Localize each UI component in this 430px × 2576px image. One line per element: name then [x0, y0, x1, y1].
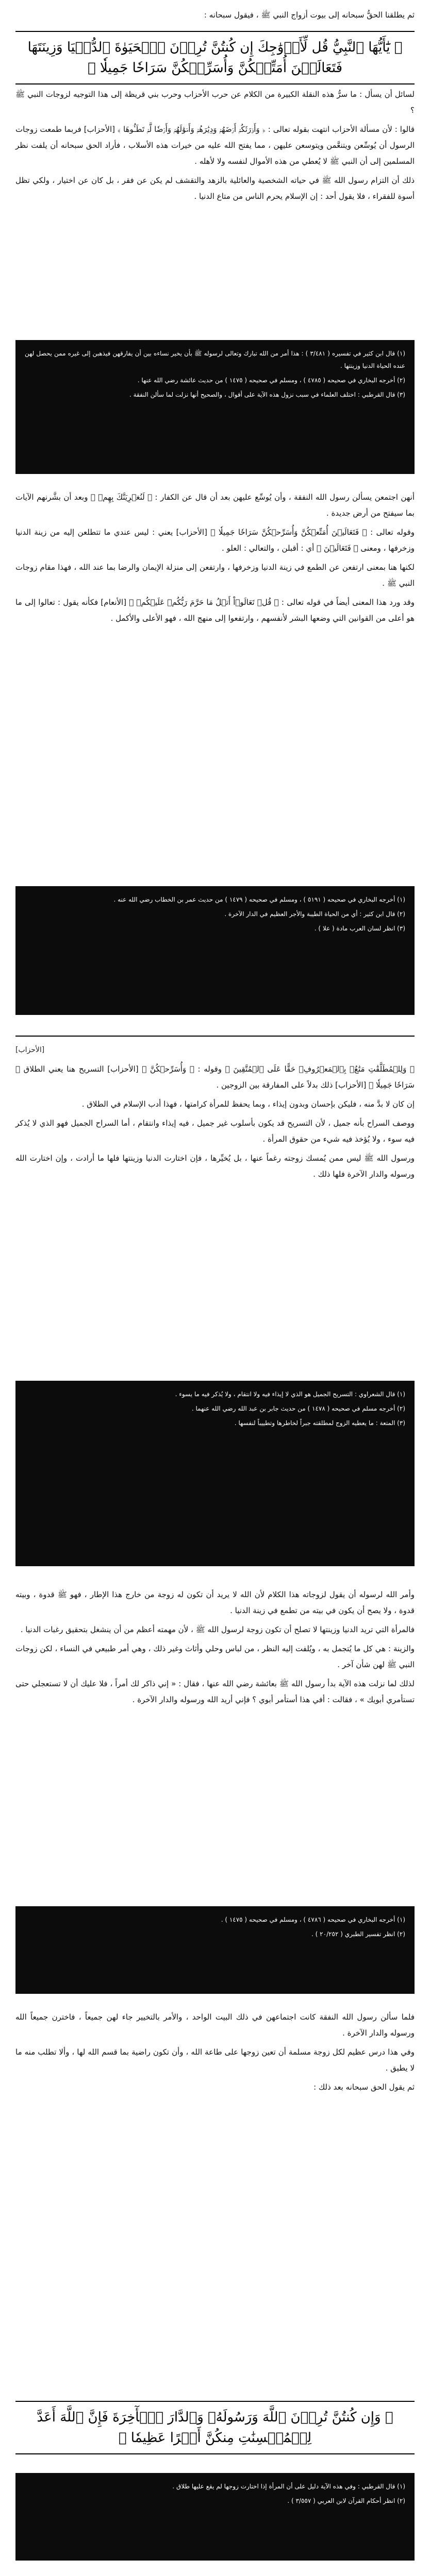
section-2 [15, 489, 415, 630]
paragraph: ثم يطلقنا الحقُّ سبحانه إلى بيوت أزواج النبي ﷺ ، فيقول سبحانه : [204, 10, 415, 20]
paragraph: وفي هذا درس عظيم لكل زوجة مسلمة أن تعين زوجها على طاعة الله ، وأن تكون راضية بما قسم الله لها ، وألا تطلب منه ما لا يطيق . [15, 2047, 415, 2073]
footnote: (٢) قال ابن كثير : أي من الحياة الطيبة والأجر العظيم في الدار الآخرة . [224, 910, 405, 918]
footnotes-2 [15, 886, 415, 1015]
paragraph: لسائل أن يسأل : ما سرُّ هذه النقلة الكبيرة من الكلام عن حرب الأحزاب وحرب بني قريظة إلى هذا التوجيه لزوجات النبي ﷺ ؟ [15, 90, 415, 115]
paragraph: وقوله تعالى : ﴿ فَتَعَالَيۡنَ أُمَتِّعۡكُنَّ وَأُسَرِّحۡكُنَّ سَرَاحٗا جَمِيلٗا ﴾ [الأحزاب] يعني : ليس عندي ما تتطلعن إليه من زينة الدنيا وزخرفها ، ومعنى ﴿ فَتَعَالَيۡنَ ﴾ أي : أقبلن ، والتعالي : العلو . [15, 528, 415, 553]
footnotes-5 [15, 2473, 415, 2561]
paragraph: لكنها هنا بمعنى ارتفعن عن الطمع في زينة الدنيا وزخرفها ، وارتفعن إلى منزلة الإيمان والرضا بما عند الله ، فهذا مقام زوجات النبي ﷺ . [15, 563, 415, 588]
paragraph: قالوا : لأن مسألة الأحزاب انتهت بقوله تعالى : ﴿ وَأَوۡرَثَكُمۡ أَرۡضَهُمۡ وَدِيَٰرَهُمۡ وَأَمۡوَٰلَهُمۡ وَأَرۡضٗا لَّمۡ تَطَـُٔوهَا ﴾ [الأحزاب] فربما طمعت زوجات الرسول أن يُوسِّعن ويتنعَّمن ويتوسعن عليهن ، مما يفتح الله عليه من خيرات هذه الأسلاب ، فأراد الحق سبحانه أن يلفت نظر المسلمين إلى أن النبي ﷺ لا يُعطي من هذه الأموال لنفسه ولا لأهله . [15, 125, 415, 166]
verse-text: ﴿ وَإِن كُنتُنَّ تُرِدۡنَ ٱللَّهَ وَرَسُولَهُۥ وَٱلدَّارَ ٱلۡأٓخِرَةَ فَإِنَّ ٱللَّهَ أَعَدَّ لِلۡمُحۡسِنَٰتِ مِنكُنَّ أَجۡرًا عَظِيمٗا ﴾ [37, 2410, 393, 2446]
verse-title [15, 31, 415, 84]
footnote: (١) قال ابن كثير في تفسيره ( ٣/٤٨١ ) : هذا أمر من الله تبارك وتعالى لرسوله ﷺ بأن يخير نساءه بين أن يفارقهن فيذهبن إلى غيره ممن يحصل لهن عنده الحياة الدنيا وزينتها . [25, 350, 405, 369]
section-5 [15, 2009, 415, 2098]
footnote: (١) قال القرطبي : وفي هذه الآية دليل على أن المرأة إذا اختارت زوجها لم يقع عليها طلاق . [172, 2483, 405, 2490]
paragraph: فالمرأة التي تريد الدنيا وزينتها لا تصلح أن تكون زوجة لرسول الله ﷺ ، لأن مهمته أعظم من أن ينشغل بتحقيق رغبات الدنيا . [20, 1625, 415, 1634]
footnote: (٢) أخرجه مسلم في صحيحه ( ١٤٧٨ ) من حديث جابر بن عبد الله رضي الله عنهما . [191, 1405, 405, 1412]
footnote: (١) أخرجه البخاري في صحيحه ( ٥١٩١ ) ، ومسلم في صحيحه ( ١٤٧٩ ) من حديث عمر بن الخطاب رضي الله عنه . [113, 896, 405, 903]
section-divider [15, 1036, 415, 1037]
paragraph: فلما سألن رسول الله النفقة كانت اجتماعهن في ذلك البيت الواحد ، والأمر بالتخيير جاء لهن جميعاً ، فاخترن جميعاً الله ورسوله والدار الآخرة . [15, 2012, 415, 2038]
footnote: (٣) انظر لسان العرب مادة ( علا ) . [314, 925, 405, 932]
verse-text: ﴿ يَٰٓأَيُّهَا ٱلنَّبِيُّ قُل لِّأَزۡوَٰجِكَ إِن كُنتُنَّ تُرِدۡنَ ٱلۡحَيَوٰةَ ٱلدُّنۡيَا وَزِينَتَهَا فَتَعَالَيۡنَ أُمَتِّعۡكُنَّ وَأُسَرِّحۡكُنَّ سَرَاحٗا جَمِيلٗا ﴾ [27, 40, 403, 76]
verse-title-2 [15, 2401, 415, 2454]
paragraph: والزينة : هي كل ما يُتجمل به ، ويُلفت إليه النظر ، من لباس وحلي وأثاث وغير ذلك ، وهي أمر طبيعي في النساء ، لكن زوجات النبي ﷺ لهن شأن آخر . [15, 1644, 415, 1669]
paragraph: ﴿ وَلِلۡمُطَلَّقَٰتِ مَتَٰعُۢ بِٱلۡمَعۡرُوفِۖ حَقًّا عَلَى ٱلۡمُتَّقِينَ ﴾ وقوله : ﴿ وَأُسَرِّحۡكُنَّ ﴾ [الأحزاب] التسريح هنا يعني الطلاق ﴿ سَرَاحٗا جَمِيلٗا ﴾ [الأحزاب] ذلك بدلاً على المفارقة بين الزوجين . [15, 1064, 415, 1090]
paragraph: ذلك أن التزام رسول الله ﷺ في حياته الشخصية والعائلية بالزهد والتقشف لم يكن عن فقر ، بل كان عن اختيار ، ولكي تظل أسوة للفقراء ، فلا يقول أحد : إن الإسلام يحرم الناس من متاع الدنيا . [15, 176, 415, 201]
section-1 [15, 87, 415, 208]
footnote: (٣) المتعة : ما يعطيه الزوج لمطلقته جبراً لخاطرها وتطييباً لنفسها . [234, 1419, 405, 1427]
paragraph: ورسول الله ﷺ ليس ممن يُمسك زوجته رغماً عنها ، بل يُخيِّرها ، فإن اختارت الدنيا وزينتها فلها ما أرادت ، وإن اختارت الله ورسوله والدار الآخرة فلها ذلك . [15, 1154, 415, 1179]
footnote: (٢) انظر أحكام القرآن لابن العربي ( ٣/٥٥٧ ) . [287, 2497, 405, 2504]
paragraph: إن كان لا بدَّ منه ، فليكن بإحسان وبدون إيذاء ، وبما يحفظ للمرأة كرامتها ، فهذا أدب الإسلام في الطلاق . [81, 1099, 415, 1109]
footnotes-4 [15, 1906, 415, 1994]
footnotes-1 [15, 340, 415, 474]
surah-label: [الأحزاب] [15, 1046, 45, 1054]
section-4 [15, 1587, 415, 1711]
footnote: (٢) أخرجه البخاري في صحيحه ( ٤٧٨٥ ) ، ومسلم في صحيحه ( ١٤٧٥ ) من حديث عائشة رضي الله عنها . [137, 377, 405, 384]
paragraph: وقد ورد هذا المعنى أيضاً في قوله تعالى : ﴿ قُلۡ تَعَالَوۡاْ أَتۡلُ مَا حَرَّمَ رَبُّكُمۡ عَلَيۡكُمۡ ﴾ [الأنعام] فكأنه يقول : تعالوا إلى ما هو أعلى من القوانين التي وضعها البشر لأنفسهم ، وارتفعوا إلى منهج الله ، فهو الأعلى والأكمل . [15, 598, 415, 623]
footnote: (١) قال الشعراوي : التسريح الجميل هو الذي لا إيذاء فيه ولا انتقام ، ولا يُذكر فيه ما يسوء . [175, 1391, 405, 1398]
footnote: (١) أخرجه البخاري في صحيحه ( ٤٧٨٦ ) ، ومسلم في صحيحه ( ١٤٧٥ ) . [221, 1916, 405, 1923]
paragraph: لذلك لما نزلت هذه الآية بدأ رسول الله ﷺ بعائشة رضي الله عنها ، فقال : « إني ذاكر لك أمراً ، فلا عليك أن لا تستعجلي حتى تستأمري أبويك » ، فقالت : أفي هذا أستأمر أبوي ؟ فإني أريد الله ورسوله والدار الآخرة . [15, 1679, 415, 1704]
footnote: (٣) قال القرطبي : اختلف العلماء في سبب نزول هذه الآية على أقوال ، والصحيح أنها نزلت لما سألن النفقة . [129, 391, 405, 398]
section-3 [15, 1061, 415, 1185]
paragraph: وأمر الله لرسوله أن يقول لزوجاته هذا الكلام لأن الله لا يريد أن تكون له زوجة من خارج هذا الإطار ، فهو ﷺ قدوة ، وبيته قدوة ، ولا يصح أن يكون في بيته من تطمع في زينة الدنيا . [15, 1590, 415, 1615]
paragraph: أنهن اجتمعن يسألن رسول الله النفقة ، وأن يُوسِّع عليهن بعد أن قال عن الكفار : ﴿ لَنُغۡرِيَنَّكَ بِهِمۡ ﴾ وبعد أن بشَّرنهم الآيات بما سيفتح من أرض جديدة . [15, 493, 415, 518]
intro-text [15, 7, 415, 26]
paragraph: ثم يقول الحق سبحانه بعد ذلك : [313, 2082, 415, 2092]
paragraph: ووصف السراح بأنه جميل ، لأن التسريح قد يكون بأسلوب غير جميل ، فيه إيذاء وانتقام ، أما السراح الجميل فهو الذي لا يُذكر فيه سوء ، ولا يُؤخذ فيه شيء من حقوق المرأة . [15, 1118, 415, 1144]
footnote: (٢) انظر تفسير الطبري ( ٢٠/٢٥٢ ) . [311, 1930, 405, 1938]
footnotes-3 [15, 1381, 415, 1566]
